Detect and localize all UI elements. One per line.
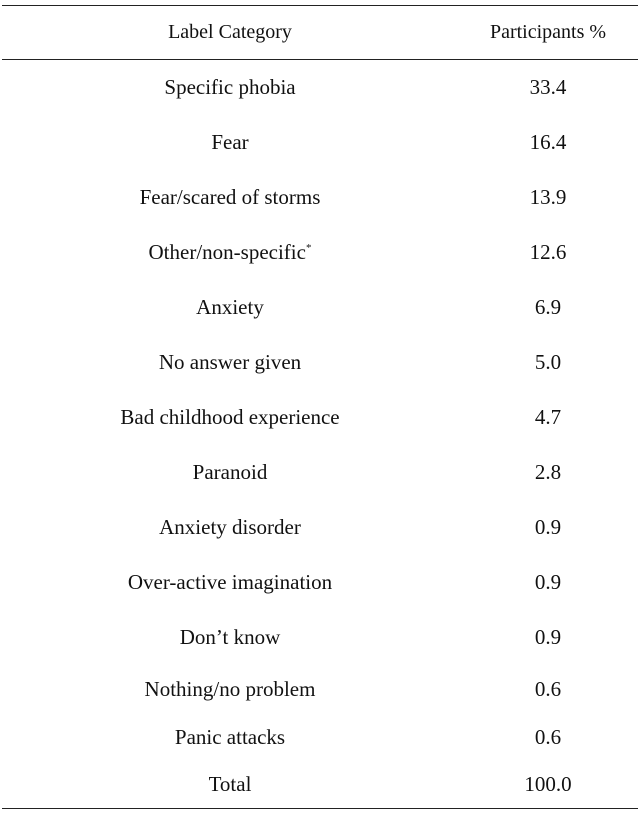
row-label: Nothing/no problem — [144, 676, 316, 701]
table-row — [2, 60, 638, 115]
row-label: Panic attacks — [174, 724, 286, 749]
row-value: 5.0 — [534, 350, 562, 374]
total-label: Total — [208, 772, 252, 796]
table-row — [2, 335, 638, 390]
row-value: 6.9 — [534, 295, 562, 319]
total-value: 100.0 — [524, 772, 572, 796]
row-value: 0.6 — [534, 676, 562, 701]
row-value: 16.4 — [529, 130, 567, 154]
footnote-marker: * — [305, 242, 312, 254]
table-header-row — [2, 6, 638, 59]
row-label: Fear/scared of storms — [139, 185, 321, 209]
row-label: Anxiety — [196, 295, 264, 319]
row-value: 0.6 — [534, 724, 562, 749]
row-label: No answer given — [158, 350, 302, 374]
table-row — [2, 610, 638, 665]
row-label: Fear — [211, 130, 249, 154]
header-label-category: Label Category — [168, 21, 292, 43]
row-label: Over-active imagination — [127, 570, 333, 594]
table-total-row — [2, 761, 638, 808]
table-body — [2, 60, 638, 808]
row-label: Other/non-specific — [148, 240, 306, 264]
row-label: Paranoid — [192, 460, 268, 484]
row-value: 4.7 — [534, 405, 562, 429]
table-row — [2, 500, 638, 555]
row-value: 12.6 — [529, 240, 567, 264]
table-bottom-rule — [2, 808, 638, 809]
table-row — [2, 665, 638, 713]
table-row — [2, 555, 638, 610]
table-row — [2, 170, 638, 225]
table-row — [2, 280, 638, 335]
row-value: 0.9 — [534, 625, 562, 649]
table-row — [2, 225, 638, 280]
row-value: 33.4 — [529, 75, 567, 99]
table-row — [2, 445, 638, 500]
row-label: Don’t know — [179, 625, 281, 649]
row-label-with-footnote — [2, 240, 458, 265]
row-label: Anxiety disorder — [159, 515, 301, 539]
table-row — [2, 713, 638, 761]
row-label: Bad childhood experience — [120, 405, 340, 429]
row-value: 2.8 — [534, 460, 562, 484]
table-row — [2, 115, 638, 170]
table-row — [2, 390, 638, 445]
label-category-table — [2, 5, 638, 809]
row-value: 0.9 — [534, 570, 562, 594]
row-label: Specific phobia — [164, 75, 296, 99]
row-value: 13.9 — [529, 185, 567, 209]
row-value: 0.9 — [534, 515, 562, 539]
header-participants-percent: Participants % — [489, 21, 607, 43]
